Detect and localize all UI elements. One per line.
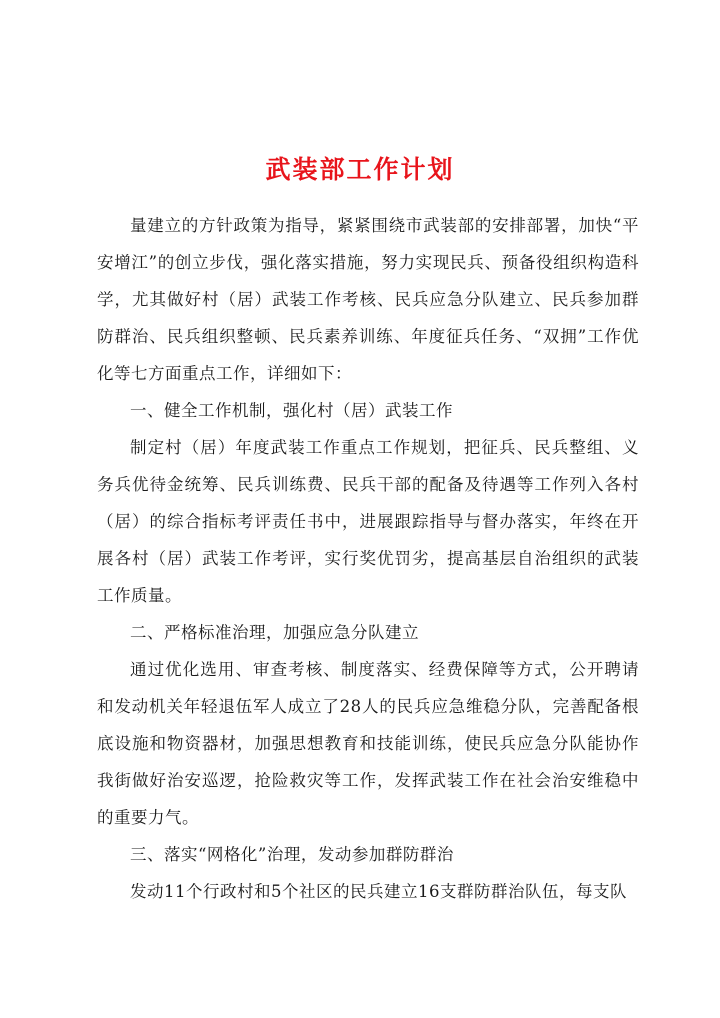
section-heading-1: 一、健全工作机制，强化村（居）武装工作: [130, 401, 453, 420]
section-1-paragraph: 制定村（居）年度武装工作重点工作规划，把征兵、民兵整组、义务兵优待金统筹、民兵训练费、民兵干部的配备及待遇等工作列入各村（居）的综合指标考评责任书中，进展跟踪指导与督办落实，年终在开展各村（居）武装工作考评，实行奖优罚劣，提高基层自治组织的武装工作质量。: [97, 438, 639, 605]
section-heading-2: 二、严格标准治理，加强应急分队建立: [130, 623, 419, 642]
intro-paragraph: 量建立的方针政策为指导，紧紧围绕市武装部的安排部署，加快“平安增江”的创立步伐，强化落实措施，努力实现民兵、预备役组织构造科学，尤其做好村（居）武装工作考核、民兵应急分队建立、民兵参加群防群治、民兵组织整顿、民兵素养训练、年度征兵任务、“双拥”工作优化等七方面重点工作，详细如下：: [97, 216, 639, 383]
section-2-paragraph: 通过优化选用、审查考核、制度落实、经费保障等方式，公开聘请和发动机关年轻退伍军人成立了28人的民兵应急维稳分队，完善配备根底设施和物资器材，加强思想教育和技能训练，使民兵应急分队能协作我街做好治安巡逻，抢险救灾等工作，发挥武装工作在社会治安维稳中的重要力气。: [97, 660, 639, 827]
section-3-paragraph: 发动11个行政村和5个社区的民兵建立16支群防群治队伍，每支队: [130, 882, 627, 901]
document-title: 武装部工作计划: [265, 155, 455, 184]
section-heading-3: 三、落实“网格化”治理，发动参加群防群治: [130, 845, 454, 864]
document-body: [97, 207, 639, 910]
